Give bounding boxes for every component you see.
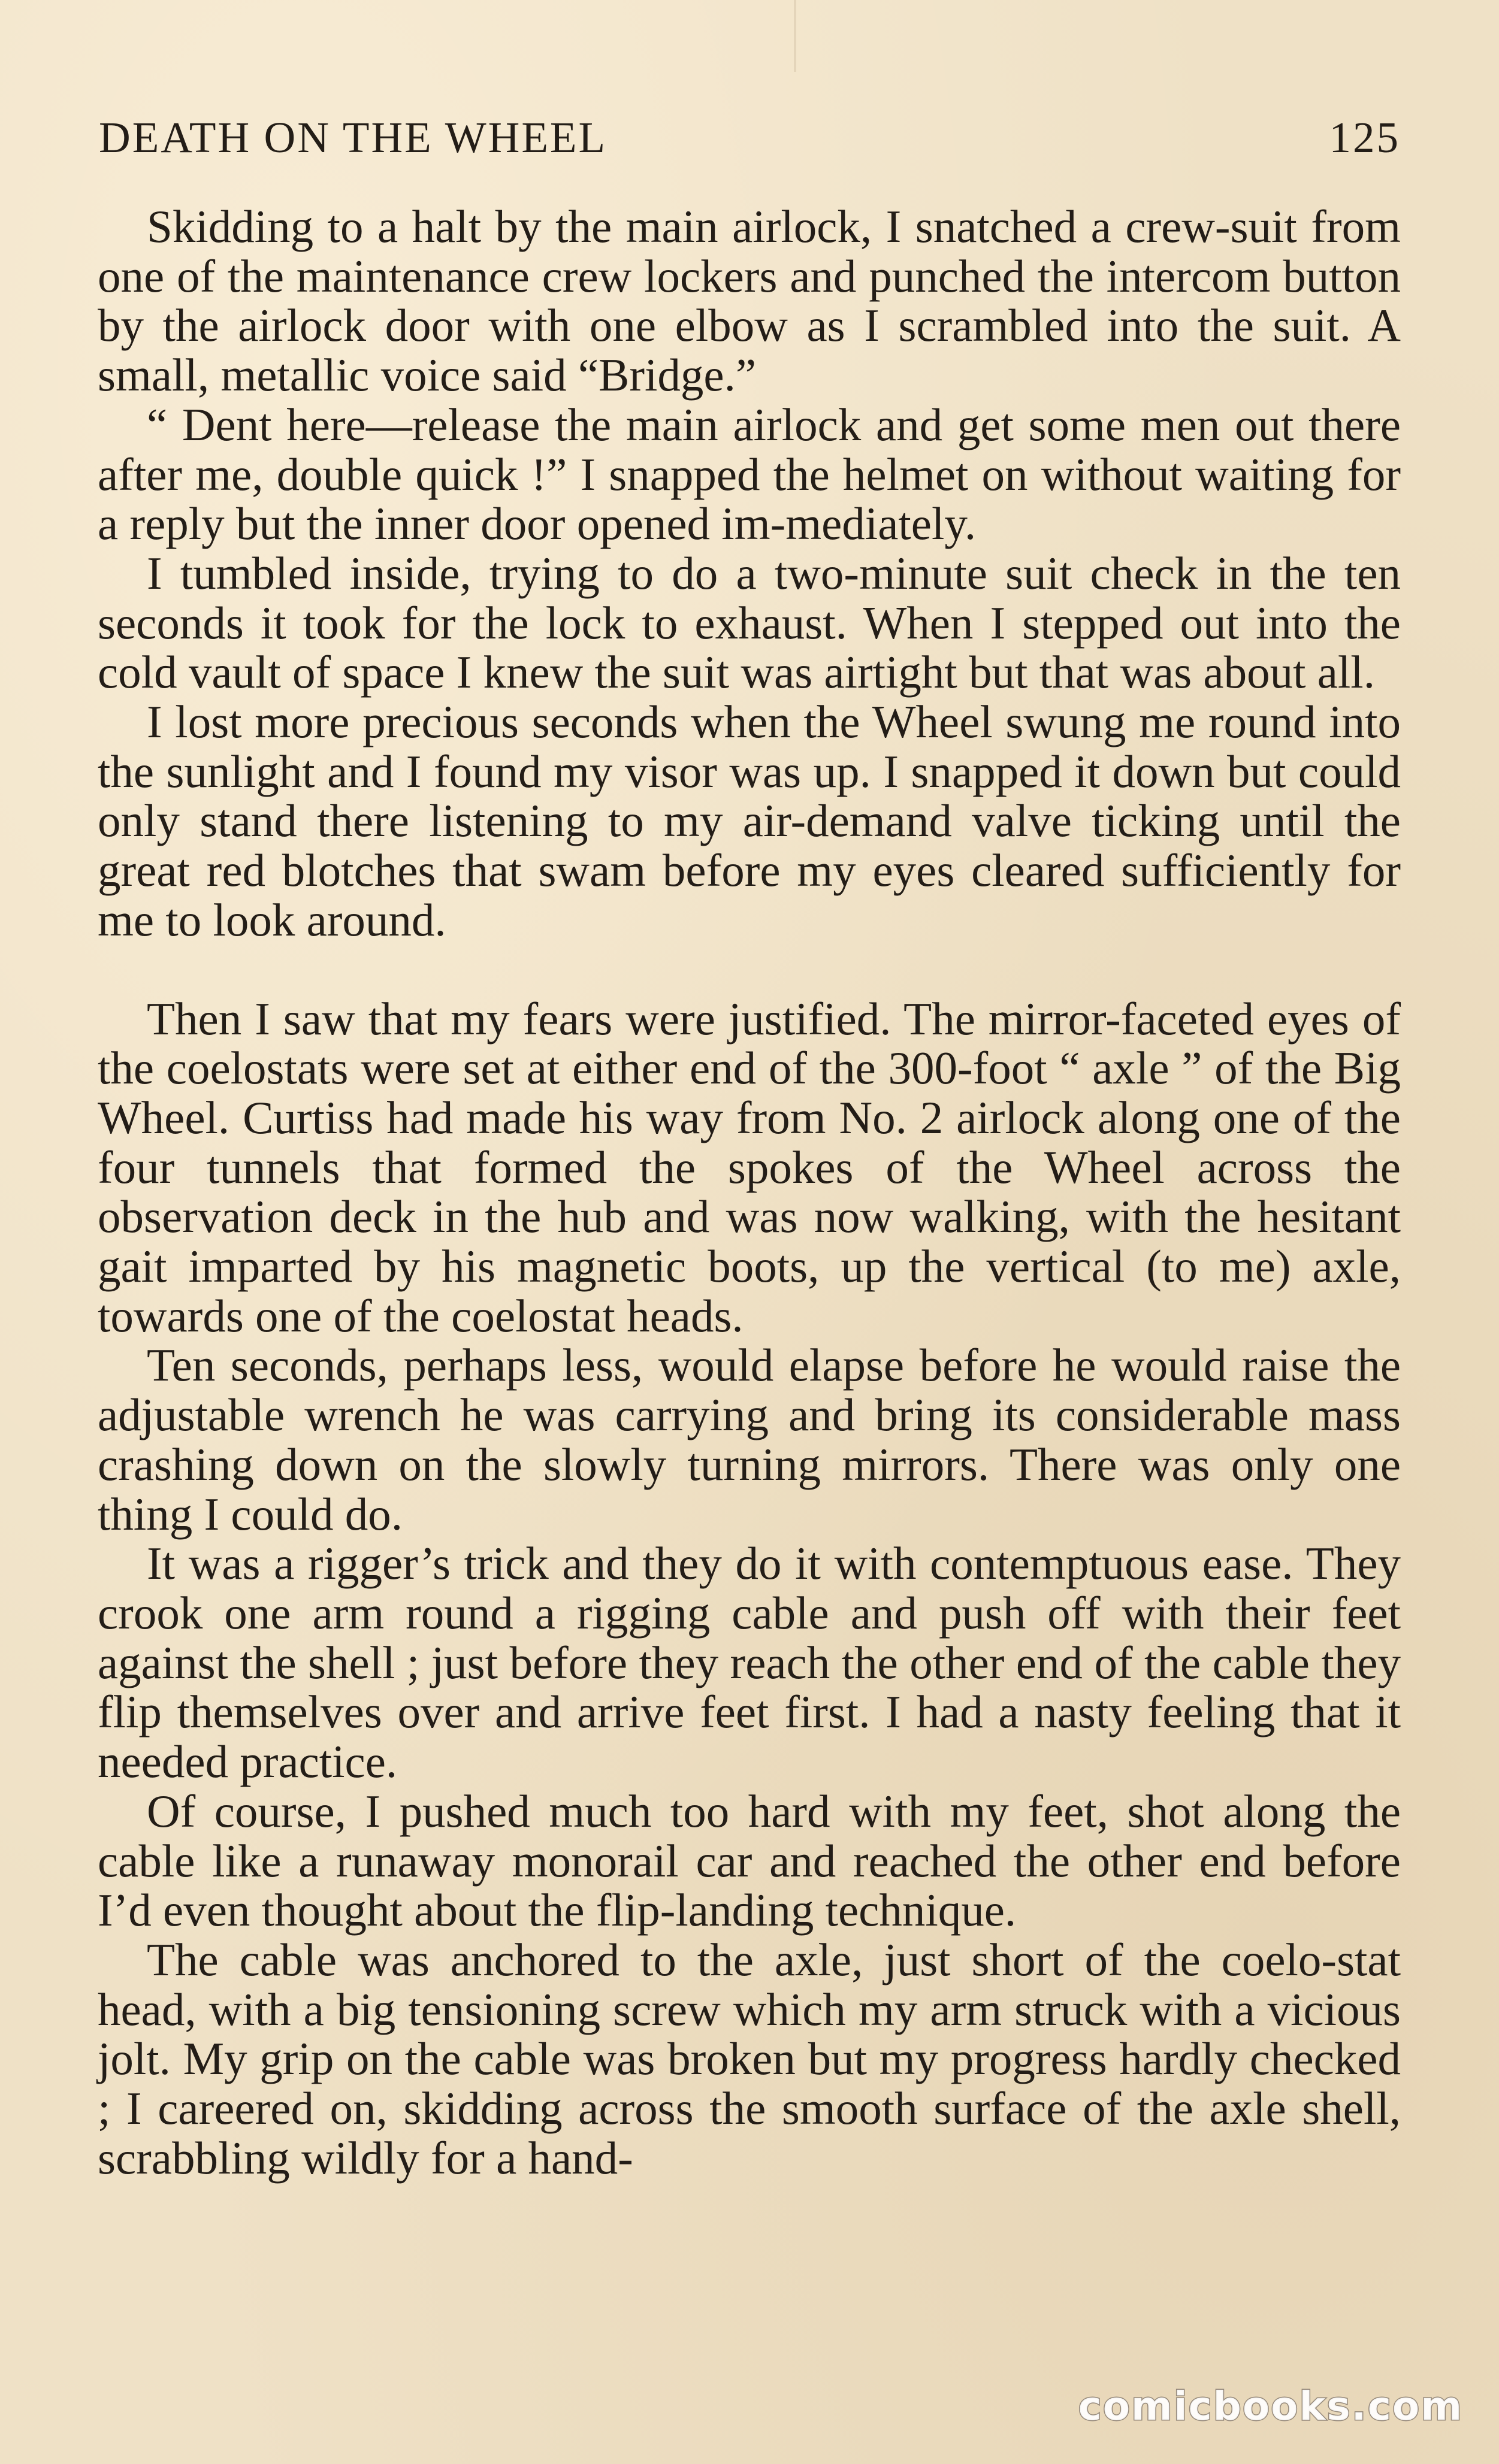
paragraph: Skidding to a halt by the main airlock, I snatched a crew-suit from one of the maintenance crew lockers and punched the intercom button by the airlock door with one elbow as I scrambled into the suit. A small, metallic voice said “Bridge.” bbox=[98, 201, 1401, 401]
paragraph: Ten seconds, perhaps less, would elapse before he would raise the adjustable wrench he was carrying and bring its considerable mass crashing down on the slowly turning mirrors. There was only one thing I could do. bbox=[98, 1339, 1401, 1540]
paragraph: I lost more precious seconds when the Wheel swung me round into the sunlight and I found my visor was up. I snapped it down but could only stand there listening to my air-demand valve ticking until the great red blotches that swam before my eyes cleared sufficiently for me to look around. bbox=[98, 696, 1401, 946]
watermark: comicbooks.com bbox=[1078, 2383, 1463, 2429]
page-crease bbox=[794, 0, 796, 72]
paragraph: I tumbled inside, trying to do a two-minute suit check in the ten seconds it took for the lock to exhaust. When I stepped out into the cold vault of space I knew the suit was airtight but that was about all. bbox=[98, 547, 1401, 698]
paragraph: “ Dent here—release the main airlock and get some men out there after me, double quick !” I snapped the helmet on without waiting for a reply but the inner door opened im-mediately. bbox=[98, 398, 1401, 550]
paragraph: Then I saw that my fears were justified. The mirror-faceted eyes of the coelostats were set at either end of the 300-foot “ axle ” of the Big Wheel. Curtiss had made his way from No. 2 airlock along one of the four tunnels that formed the spokes of the Wheel across the observation deck in the hub and was now walking, with the hesitant gait imparted by his magnetic boots, up the vertical (to me) axle, towards one of the coelostat heads. bbox=[98, 992, 1401, 1342]
paragraph: It was a rigger’s trick and they do it with contemptuous ease. They crook one arm round a rigging cable and push off with their feet against the shell ; just before they reach the other end of the cable they flip themselves over and arrive feet first. I had a nasty feeling that it needed practice. bbox=[98, 1537, 1401, 1788]
paragraph: The cable was anchored to the axle, just short of the coelo-stat head, with a big tensioning screw which my arm struck with a vicious jolt. My grip on the cable was broken but my progress hardly checked ; I careered on, skidding across the smooth surface of the axle shell, scrabbling wildly for a hand- bbox=[98, 1933, 1401, 2184]
body-text bbox=[98, 202, 1401, 2183]
chapter-title: DEATH ON THE WHEEL bbox=[99, 113, 608, 162]
paragraph: Of course, I pushed much too hard with my feet, shot along the cable like a runaway monorail car and reached the other end before I’d even thought about the flip-landing technique. bbox=[98, 1785, 1401, 1936]
page-number: 125 bbox=[1329, 113, 1400, 162]
running-header bbox=[99, 102, 1400, 174]
